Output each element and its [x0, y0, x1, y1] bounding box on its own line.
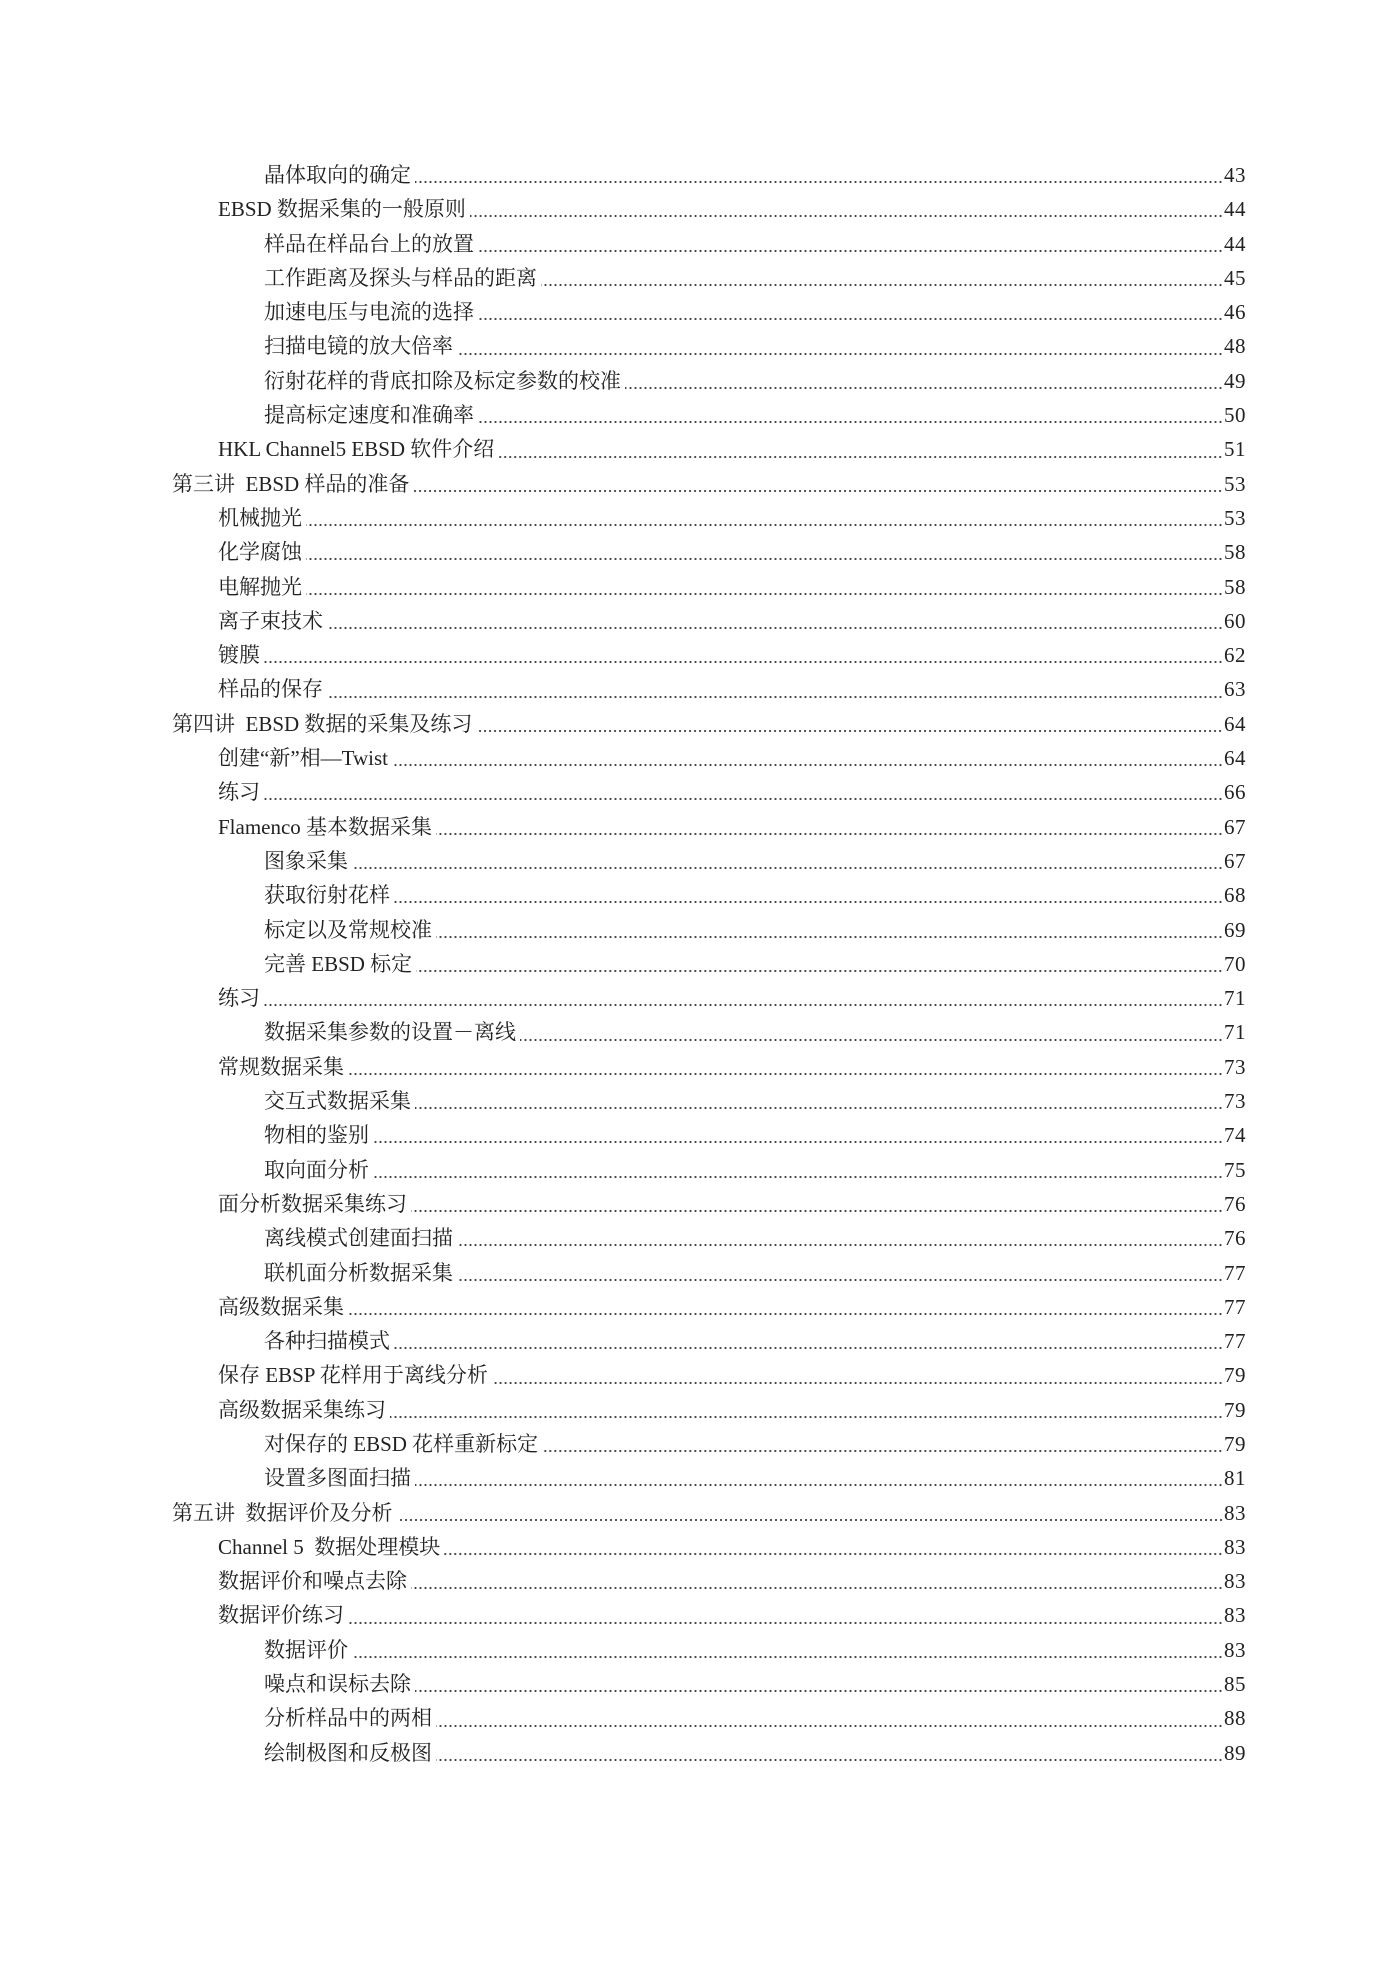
toc-page-number: 64 [1224, 746, 1246, 771]
toc-page-number: 73 [1224, 1054, 1246, 1079]
toc-entry-title: EBSD 数据采集的一般原则 [218, 197, 466, 222]
dot-leader [411, 1586, 1223, 1590]
toc-entry-title: 联机面分析数据采集 [264, 1260, 453, 1285]
dot-leader [415, 1483, 1223, 1487]
toc-page-number: 71 [1224, 1020, 1246, 1045]
toc-page-number: 44 [1224, 197, 1246, 222]
toc-section-entry [0, 501, 1395, 535]
toc-entry-title: 第三讲 EBSD 样品的准备 [172, 471, 410, 496]
toc-chapter-entry [0, 467, 1395, 501]
toc-entry-title: 离线模式创建面扫描 [264, 1226, 453, 1251]
toc-section-entry [0, 570, 1395, 604]
toc-subsection-entry [0, 1256, 1395, 1290]
toc-section-entry [0, 535, 1395, 569]
toc-page-number: 79 [1224, 1397, 1246, 1422]
toc-subsection-entry [0, 947, 1395, 981]
toc-page-number: 88 [1224, 1706, 1246, 1731]
dot-leader [264, 660, 1223, 664]
toc-section-entry [0, 432, 1395, 466]
toc-chapter-entry [0, 1496, 1395, 1530]
dot-leader [436, 935, 1223, 939]
toc-page-number: 70 [1224, 951, 1246, 976]
toc-page-number: 77 [1224, 1329, 1246, 1354]
toc-section-entry [0, 1393, 1395, 1427]
dot-leader [352, 1655, 1223, 1659]
toc-entry-title: 电解抛光 [218, 574, 302, 599]
toc-page-number: 81 [1224, 1466, 1246, 1491]
toc-page-number: 67 [1224, 848, 1246, 873]
toc-subsection-entry [0, 1324, 1395, 1358]
dot-leader [352, 866, 1223, 870]
dot-leader [373, 1175, 1223, 1179]
toc-subsection-entry [0, 1701, 1395, 1735]
toc-entry-title: 绘制极图和反极图 [264, 1740, 432, 1765]
toc-page-number: 68 [1224, 883, 1246, 908]
toc-page-number: 85 [1224, 1672, 1246, 1697]
dot-leader [476, 729, 1223, 733]
toc-page-number: 83 [1224, 1569, 1246, 1594]
toc-page-number: 58 [1224, 540, 1246, 565]
toc-entry-title: 晶体取向的确定 [264, 163, 411, 187]
toc-entry-title: 工作距离及探头与样品的距离 [264, 265, 537, 290]
toc-subsection-entry [0, 1153, 1395, 1187]
toc-subsection-entry [0, 913, 1395, 947]
dot-leader [498, 455, 1223, 459]
toc-subsection-entry [0, 295, 1395, 329]
dot-leader [394, 1346, 1223, 1350]
toc-entry-title: 设置多图面扫描 [264, 1466, 411, 1491]
dot-leader [390, 1415, 1223, 1419]
toc-chapter-entry [0, 707, 1395, 741]
toc-page-number: 43 [1224, 163, 1246, 187]
toc-page-number: 83 [1224, 1637, 1246, 1662]
toc-page-number: 79 [1224, 1431, 1246, 1456]
dot-leader [542, 1449, 1223, 1453]
toc-page-number: 77 [1224, 1294, 1246, 1319]
dot-leader [306, 523, 1223, 527]
toc-entry-title: 图象采集 [264, 848, 348, 873]
dot-leader [306, 557, 1223, 561]
toc-subsection-entry [0, 878, 1395, 912]
toc-page-number: 45 [1224, 265, 1246, 290]
dot-leader [392, 763, 1223, 767]
toc-entry-title: 分析样品中的两相 [264, 1706, 432, 1731]
toc-page-number: 83 [1224, 1534, 1246, 1559]
toc-page-number: 62 [1224, 643, 1246, 668]
dot-leader [478, 420, 1223, 424]
toc-page-number: 69 [1224, 917, 1246, 942]
toc-entry-title: 交互式数据采集 [264, 1089, 411, 1114]
toc-section-entry [0, 604, 1395, 638]
toc-subsection-entry [0, 158, 1395, 192]
toc-entry-title: 第五讲 数据评价及分析 [172, 1500, 393, 1525]
toc-entry-title: Channel 5 数据处理模块 [218, 1534, 441, 1559]
dot-leader [348, 1621, 1223, 1625]
toc-entry-title: 第四讲 EBSD 数据的采集及练习 [172, 711, 473, 736]
toc-page-number: 48 [1224, 334, 1246, 359]
toc-entry-title: 练习 [218, 780, 260, 805]
toc-entry-title: 面分析数据采集练习 [218, 1191, 407, 1216]
toc-entry-title: 创建“新”相—Twist [218, 746, 389, 771]
toc-entry-title: 常规数据采集 [218, 1054, 344, 1079]
toc-entry-title: 加速电压与电流的选择 [264, 300, 474, 325]
toc-entry-title: 取向面分析 [264, 1157, 369, 1182]
toc-entry-title: HKL Channel5 EBSD 软件介绍 [218, 437, 495, 462]
toc-entry-title: 样品的保存 [218, 677, 323, 702]
dot-leader [520, 1038, 1223, 1042]
toc-section-entry [0, 1598, 1395, 1632]
toc-subsection-entry [0, 1084, 1395, 1118]
toc-entry-title: 衍射花样的背底扣除及标定参数的校准 [264, 368, 621, 393]
dot-leader [457, 1278, 1223, 1282]
toc-entry-title: 保存 EBSP 花样用于离线分析 [218, 1363, 488, 1388]
toc-section-entry [0, 1564, 1395, 1598]
toc-entry-title: 对保存的 EBSD 花样重新标定 [264, 1431, 539, 1456]
dot-leader [327, 695, 1223, 699]
toc-subsection-entry [0, 1736, 1395, 1770]
toc-page-number: 53 [1224, 471, 1246, 496]
toc-page-number: 63 [1224, 677, 1246, 702]
toc-page-number: 83 [1224, 1500, 1246, 1525]
dot-leader [478, 249, 1223, 253]
toc-entry-title: 数据评价和噪点去除 [218, 1569, 407, 1594]
toc-page-number: 79 [1224, 1363, 1246, 1388]
dot-leader [541, 283, 1223, 287]
toc-entry-title: 练习 [218, 986, 260, 1011]
toc-entry-title: 完善 EBSD 标定 [264, 951, 413, 976]
dot-leader [415, 1689, 1223, 1693]
toc-page-number: 77 [1224, 1260, 1246, 1285]
dot-leader [436, 1724, 1223, 1728]
toc-section-entry [0, 981, 1395, 1015]
toc-entry-title: 离子束技术 [218, 608, 323, 633]
dot-leader [264, 797, 1223, 801]
dot-leader [413, 489, 1223, 493]
dot-leader [457, 1243, 1223, 1247]
toc-page-number: 71 [1224, 986, 1246, 1011]
toc-page-number: 64 [1224, 711, 1246, 736]
toc-section-entry [0, 1358, 1395, 1392]
toc-subsection-entry [0, 1015, 1395, 1049]
dot-leader [415, 1106, 1223, 1110]
toc-page-number: 76 [1224, 1191, 1246, 1216]
toc-entry-title: 提高标定速度和准确率 [264, 403, 474, 428]
toc-entry-title: 数据评价练习 [218, 1603, 344, 1628]
toc-section-entry [0, 810, 1395, 844]
toc-page-number: 46 [1224, 300, 1246, 325]
toc-page-number: 74 [1224, 1123, 1246, 1148]
toc-page-number: 76 [1224, 1226, 1246, 1251]
toc-section-entry [0, 775, 1395, 809]
toc-page-number: 53 [1224, 505, 1246, 530]
dot-leader [436, 1758, 1223, 1762]
toc-page-number: 51 [1224, 437, 1246, 462]
toc-section-entry [0, 638, 1395, 672]
toc-page-number: 75 [1224, 1157, 1246, 1182]
toc-subsection-entry [0, 364, 1395, 398]
toc-page-number: 60 [1224, 608, 1246, 633]
toc-entry-title: Flamenco 基本数据采集 [218, 814, 433, 839]
dot-leader [415, 180, 1223, 184]
toc-page-number: 83 [1224, 1603, 1246, 1628]
toc-subsection-entry [0, 1667, 1395, 1701]
dot-leader [397, 1518, 1224, 1522]
toc-page-number: 89 [1224, 1740, 1246, 1765]
toc-entry-title: 高级数据采集练习 [218, 1397, 386, 1422]
toc-entry-title: 获取衍射花样 [264, 883, 390, 908]
toc-subsection-entry [0, 1633, 1395, 1667]
dot-leader [306, 592, 1223, 596]
dot-leader [444, 1552, 1223, 1556]
toc-subsection-entry [0, 844, 1395, 878]
dot-leader [492, 1381, 1223, 1385]
dot-leader [411, 1209, 1223, 1213]
toc-section-entry [0, 672, 1395, 706]
dot-leader [478, 317, 1223, 321]
toc-entry-title: 物相的鉴别 [264, 1123, 369, 1148]
dot-leader [327, 626, 1223, 630]
dot-leader [457, 352, 1223, 356]
toc-subsection-entry [0, 261, 1395, 295]
toc-entry-title: 化学腐蚀 [218, 540, 302, 565]
toc-page-number: 44 [1224, 231, 1246, 256]
toc-page-number: 49 [1224, 368, 1246, 393]
toc-subsection-entry [0, 1221, 1395, 1255]
toc-subsection-entry [0, 1427, 1395, 1461]
toc-page-number: 67 [1224, 814, 1246, 839]
toc-entry-title: 扫描电镜的放大倍率 [264, 334, 453, 359]
dot-leader [625, 386, 1223, 390]
toc-section-entry [0, 1187, 1395, 1221]
toc-page-number: 58 [1224, 574, 1246, 599]
dot-leader [436, 832, 1223, 836]
toc-subsection-entry [0, 227, 1395, 261]
toc-entry-title: 数据采集参数的设置－离线 [264, 1020, 516, 1045]
toc-entry-title: 标定以及常规校准 [264, 917, 432, 942]
toc-entry-title: 样品在样品台上的放置 [264, 231, 474, 256]
toc-section-entry [0, 1290, 1395, 1324]
toc-entry-title: 机械抛光 [218, 505, 302, 530]
toc-section-entry [0, 1050, 1395, 1084]
toc-subsection-entry [0, 398, 1395, 432]
toc-section-entry [0, 741, 1395, 775]
dot-leader [373, 1140, 1223, 1144]
toc-section-entry [0, 192, 1395, 226]
toc-entry-title: 噪点和误标去除 [264, 1672, 411, 1697]
toc-entry-title: 各种扫描模式 [264, 1329, 390, 1354]
toc-subsection-entry [0, 1461, 1395, 1495]
toc-entry-title: 镀膜 [218, 643, 260, 668]
toc-page-number: 73 [1224, 1089, 1246, 1114]
toc-entry-title: 数据评价 [264, 1637, 348, 1662]
dot-leader [416, 969, 1223, 973]
dot-leader [348, 1312, 1223, 1316]
dot-leader [470, 214, 1223, 218]
toc-subsection-entry [0, 329, 1395, 363]
toc-page-number: 66 [1224, 780, 1246, 805]
dot-leader [394, 900, 1223, 904]
toc-page-number: 50 [1224, 403, 1246, 428]
toc-section-entry [0, 1530, 1395, 1564]
toc-subsection-entry [0, 1118, 1395, 1152]
table-of-contents [0, 158, 1395, 1770]
dot-leader [264, 1003, 1223, 1007]
dot-leader [348, 1072, 1223, 1076]
toc-entry-title: 高级数据采集 [218, 1294, 344, 1319]
